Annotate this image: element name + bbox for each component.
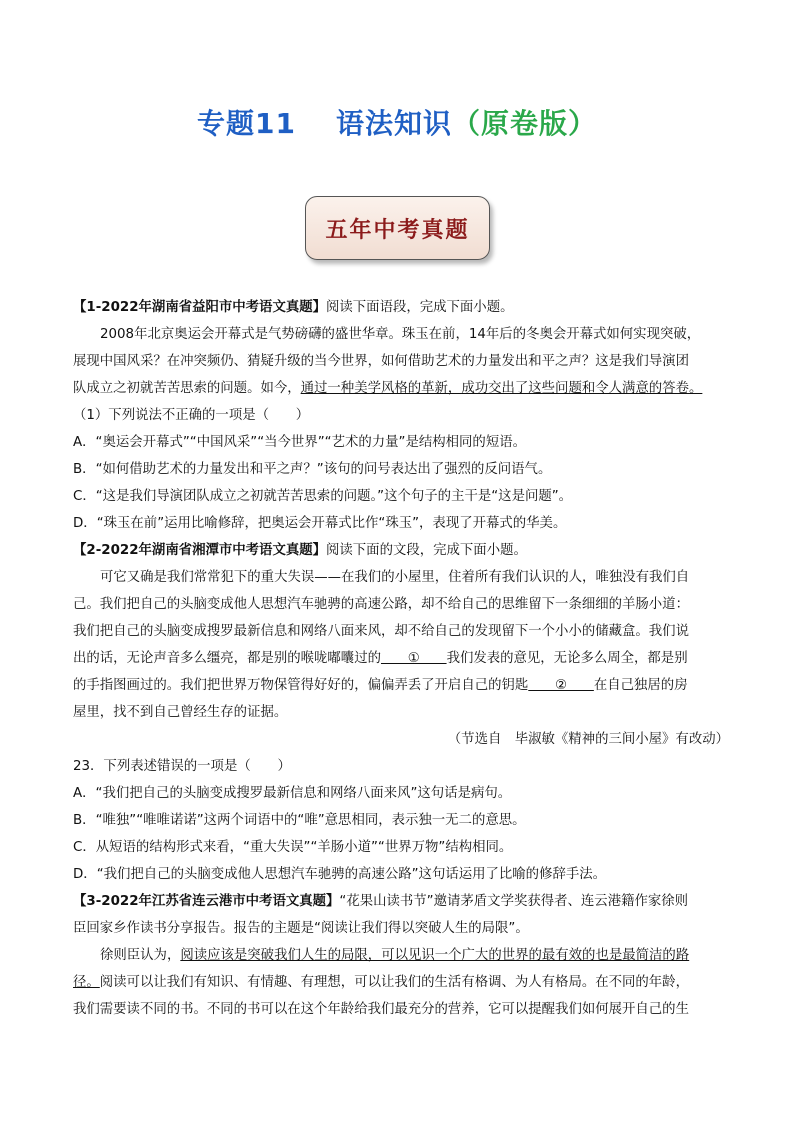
q2-option-d: D．“我们把自己的头脑变成他人思想汽车驰骋的高速公路”这句话运用了比喻的修辞手法。	[73, 867, 607, 882]
q1-option-d: D．“珠玉在前”运用比喻修辞，把奥运会开幕式比作“珠玉”，表现了开幕式的华美。	[73, 516, 567, 531]
document-body	[73, 294, 729, 1023]
q2-source: 【2-2022年湖南省湘潭市中考语文真题】	[73, 543, 327, 558]
page-title	[0, 102, 794, 142]
q2-paragraph-line: 屋里，找不到自己曾经生存的证据。	[73, 705, 288, 720]
q3-intro: “花果山读书节”邀请茅盾文学奖获得者、连云港籍作家徐则	[339, 894, 689, 909]
q3-text: 阅读可以让我们有知识、有情趣、有理想，可以让我们的生活有格调、为人有格局。在不同的年龄，	[99, 975, 689, 990]
q3-paragraph-line: 我们需要读不同的书。不同的书可以在这个年龄给我们最充分的营养，它可以提醒我们如何展开自己的生	[73, 1002, 689, 1017]
q1-text: 队成立之初就苦苦思索的问题。如今，	[73, 381, 301, 396]
q2-question: 23．下列表述错误的一项是（ ）	[73, 759, 291, 774]
q1-paragraph-line: 2008年北京奥运会开幕式是气势磅礴的盛世华章。珠玉在前，14年后的冬奥会开幕式如何实现突破，	[100, 327, 701, 342]
q1-paragraph-line	[73, 375, 729, 402]
q2-text: 我们发表的意见，无论多么周全，都是别	[446, 651, 688, 666]
q3-header	[73, 888, 729, 915]
blank-2: ②	[528, 678, 594, 693]
q2-option-b: B．“唯独”“唯唯诺诺”这两个词语中的“唯”意思相同，表示独一无二的意思。	[73, 813, 526, 828]
edition-label: （原卷版）	[451, 107, 597, 140]
q3-underlined-text: 阅读应该是突破我们人生的局限，可以见识一个广大的世界的最有效的也是最简洁的路	[180, 948, 690, 963]
q2-option-a: A．“我们把自己的头脑变成搜罗最新信息和网络八面来风”这句话是病句。	[73, 786, 512, 801]
q1-underlined-text: 通过一种美学风格的革新，成功交出了这些问题和令人满意的答卷。	[300, 381, 703, 396]
q2-citation: （节选自 毕淑敏《精神的三间小屋》有改动）	[447, 732, 729, 747]
q1-instruction: 阅读下面语段，完成下面小题。	[326, 300, 514, 315]
topic-number: 专题11	[197, 107, 296, 140]
q2-paragraph-line: 我们把自己的头脑变成搜罗最新信息和网络八面来风，却不给自己的发现留下一个小小的储藏盒。我们说	[73, 624, 689, 639]
q2-option-c: C．从短语的结构形式来看，“重大失误”“羊肠小道”“世界万物”结构相同。	[73, 840, 513, 855]
q1-source: 【1-2022年湖南省益阳市中考语文真题】	[73, 300, 327, 315]
q3-paragraph-line	[73, 942, 729, 969]
q2-text: 出的话，无论声音多么缰亮，都是别的喉咙嘟囔过的	[73, 651, 381, 666]
section-badge: 五年中考真题	[305, 196, 490, 260]
q1-option-b: B．“如何借助艺术的力量发出和平之声？”该句的问号表达出了强烈的反问语气。	[73, 462, 552, 477]
q3-text: 徐则臣认为，	[100, 948, 181, 963]
q2-instruction: 阅读下面的文段，完成下面小题。	[326, 543, 527, 558]
q3-underlined-text: 径。	[73, 975, 100, 990]
q3-intro-line: 臣回家乡作读书分享报告。报告的主题是“阅读让我们得以突破人生的局限”。	[73, 921, 529, 936]
q2-paragraph-line	[73, 645, 729, 672]
topic-name: 语法知识	[335, 107, 452, 140]
q2-text: 的手指图画过的。我们把世界万物保管得好好的，偏偏弄丢了开启自己的钥匙	[73, 678, 529, 693]
q2-paragraph-line: 可它又确是我们常常犯下的重大失误——在我们的小屋里，住着所有我们认识的人，唯独没有我们自	[100, 570, 690, 585]
blank-1: ①	[380, 651, 447, 666]
q2-paragraph-line	[73, 672, 729, 699]
q2-paragraph-line: 己。我们把自己的头脑变成他人思想汽车驰骋的高速公路，却不给自己的思维留下一条细细的羊肠小道：	[73, 597, 689, 612]
q1-question: （1）下列说法不正确的一项是（ ）	[73, 408, 310, 423]
q2-header	[73, 537, 729, 564]
q1-option-c: C．“这是我们导演团队成立之初就苦苦思索的问题。”这个句子的主干是“这是问题”。	[73, 489, 573, 504]
q2-text: 在自己独居的房	[593, 678, 688, 693]
q3-source: 【3-2022年江苏省连云港市中考语文真题】	[73, 894, 340, 909]
q1-paragraph-line: 展现中国风采？在冲突频仍、猜疑升级的当今世界，如何借助艺术的力量发出和平之声？这是我们导演团	[73, 354, 689, 369]
q1-option-a: A．“奥运会开幕式”“中国风采”“当今世界”“艺术的力量”是结构相同的短语。	[73, 435, 526, 450]
q3-paragraph-line	[73, 969, 729, 996]
q1-header	[73, 294, 729, 321]
